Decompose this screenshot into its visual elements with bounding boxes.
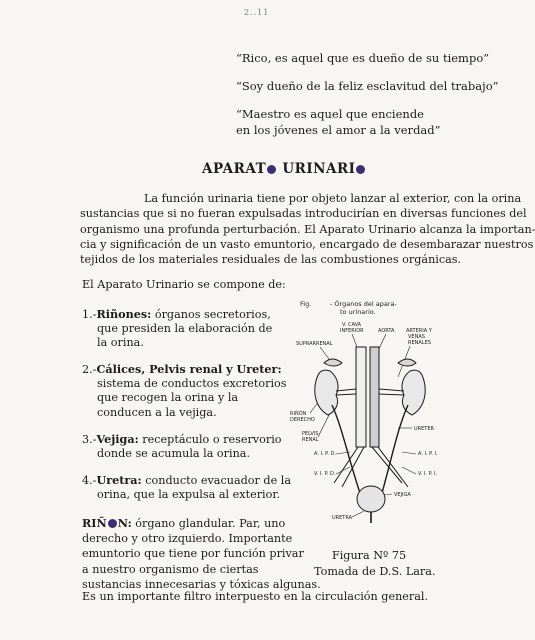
- intro-line: tejidos de los materiales residuales de las combustiones orgánicas.: [80, 253, 462, 267]
- label-vipi: V. I. P. I.: [418, 471, 438, 477]
- quote-2-line: “Soy dueño de la feliz esclavitud del trabajo”: [236, 79, 499, 93]
- list-item-vejiga: [82, 432, 282, 461]
- list-item-uretra: [82, 473, 291, 502]
- label-derecho: DERECHO: [290, 417, 315, 423]
- item-line: donde se acumula la orina.: [97, 447, 251, 461]
- label-pelvis: PELVIS: [302, 431, 319, 437]
- title-dot-marker: [356, 165, 365, 174]
- label-uretra: URETRA: [332, 515, 353, 521]
- intro-line: organismo una profunda perturbación. El Aparato Urinario alcanza la importan-: [80, 222, 535, 236]
- title-part-2: URINARI: [277, 161, 356, 177]
- compose-heading: El Aparato Urinario se compone de:: [82, 278, 286, 291]
- item-line: la orina.: [97, 336, 144, 350]
- quote-3-line-1: “Maestro es aquel que enciende: [236, 107, 424, 121]
- rinon-line-1: órgano glandular. Par, uno: [131, 517, 286, 530]
- label-suprarrenal: SUPRARRENAL: [296, 341, 333, 347]
- caption-line-2: Tomada de D.S. Lara.: [314, 565, 436, 578]
- intro-paragraph: [80, 191, 535, 267]
- rinon-paragraph: [82, 516, 321, 592]
- list-item-calices: [82, 362, 287, 420]
- item-description: conducto evacuador de la: [141, 474, 292, 487]
- label-vejiga: VEJIGA: [394, 492, 411, 498]
- quote-2: [236, 78, 499, 94]
- item-term: Vejiga:: [96, 432, 139, 446]
- item-description: órganos secretorios,: [151, 308, 271, 321]
- item-line: conducen a la vejiga.: [97, 405, 217, 419]
- rinon-line: sustancias innecesarias y tóxicas algunas.: [82, 577, 321, 591]
- caption-line-1: Figura Nº 75: [331, 549, 407, 562]
- item-number: 1.-: [82, 308, 97, 321]
- intro-line: La función urinaria tiene por objeto lanzar al exterior, con la orina: [144, 192, 522, 205]
- rinon-line: a nuestro organismo de ciertas: [82, 562, 259, 576]
- item-description: receptáculo o reservorio: [138, 433, 282, 446]
- item-number: 3.-: [82, 433, 97, 446]
- label-ureter: URETER: [414, 426, 434, 432]
- rinon-term-a: RIÑ: [82, 516, 107, 530]
- label-aipi: A. I. P. I.: [418, 451, 438, 457]
- page-marker: 2..11: [244, 8, 270, 17]
- intro-line: cia y significación de un vasto emuntorio, encargado de desembarazar nuestros: [80, 237, 534, 251]
- section-title: [202, 161, 366, 177]
- rinon-term-b: N:: [117, 516, 132, 530]
- quote-1-line: “Rico, es aquel que es dueño de su tiempo”: [236, 51, 490, 65]
- item-term: Cálices, Pelvis renal y Ureter:: [96, 362, 282, 376]
- label-inferior: INFERIOR: [340, 328, 364, 334]
- figure-caption: [314, 548, 436, 580]
- label-aipd: A. I. P. D.: [314, 451, 337, 457]
- title-dot-marker: [267, 165, 276, 174]
- label-renales: RENALES: [408, 340, 431, 346]
- label-arteria: ARTERIA Y: [406, 328, 432, 334]
- item-number: 4.-: [82, 474, 97, 487]
- quote-1: [236, 50, 489, 66]
- rinon-dot-marker: [108, 519, 117, 528]
- item-line: que recogen la orina y la: [97, 391, 239, 405]
- rinon-line: derecho y otro izquierdo. Importante: [82, 532, 293, 546]
- quote-3-line-2: en los jóvenes el amor a la verdad”: [236, 123, 441, 137]
- figure-head-2: - Órganos del apara-: [330, 300, 397, 308]
- rinon-line: emuntorio que tiene por función privar: [82, 547, 304, 561]
- item-line: orina, que la expulsa al exterior.: [97, 488, 281, 502]
- label-vcava: V. CAVA: [342, 322, 362, 328]
- item-line: sistema de conductos excretorios: [97, 377, 287, 391]
- item-term: Uretra:: [96, 473, 142, 487]
- item-number: 2.-: [82, 363, 97, 376]
- label-aorta: AORTA: [378, 328, 395, 334]
- label-rinon: RIÑÓN: [290, 411, 307, 417]
- item-term: Riñones:: [96, 307, 152, 321]
- label-renal: RENAL: [302, 437, 319, 443]
- item-line: que presiden la elaboración de: [97, 322, 273, 336]
- intro-line: sustancias que si no fueran expulsadas introducirían en diversas funciones del: [80, 207, 527, 221]
- label-venas: VENAS: [408, 334, 425, 340]
- title-part-1: APARAT: [202, 161, 267, 177]
- footer-line: Es un importante filtro interpuesto en la circulación general.: [82, 590, 429, 603]
- figure-head-3: to urinario.: [340, 308, 376, 316]
- figure-head-1: Fig.: [300, 300, 312, 308]
- quote-3: [236, 106, 441, 138]
- list-item-rinones: [82, 307, 272, 351]
- urinary-system-figure: [290, 297, 450, 527]
- label-vipd: V. I. P. D.: [314, 471, 336, 477]
